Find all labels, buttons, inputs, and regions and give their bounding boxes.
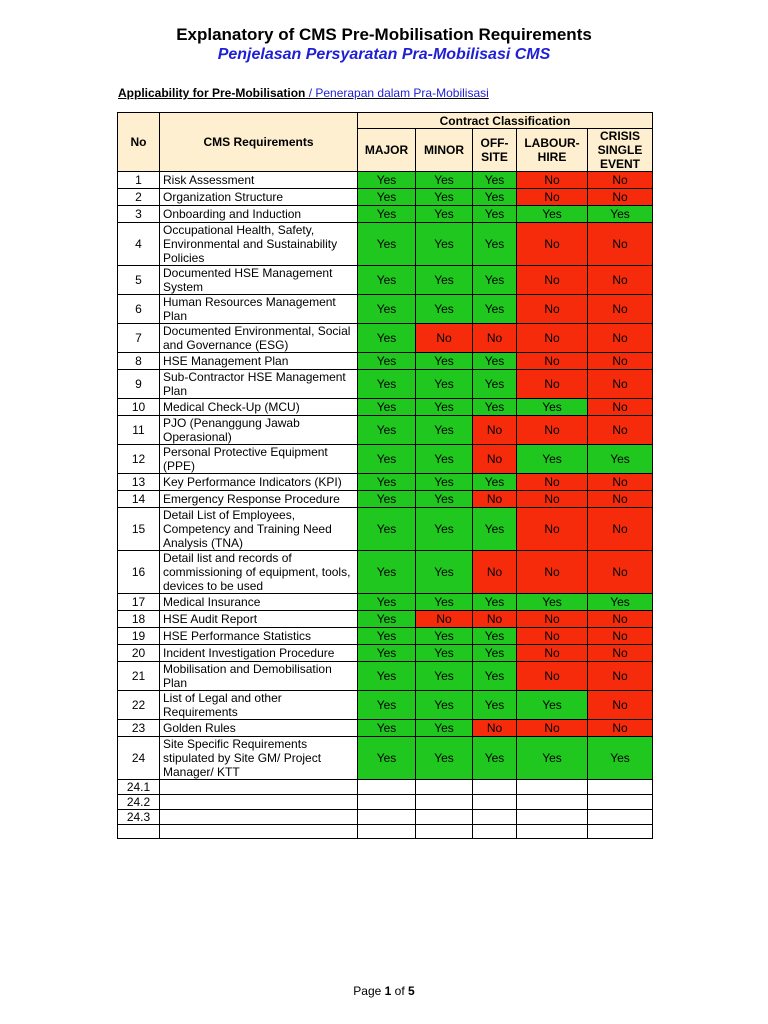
table-row — [118, 810, 653, 825]
row-number: 2 — [118, 189, 160, 206]
row-number: 13 — [118, 474, 160, 491]
applicability-cell — [517, 810, 588, 825]
applicability-cell: Yes — [416, 416, 473, 445]
table-row — [118, 172, 653, 189]
applicability-cell: No — [517, 611, 588, 628]
row-number: 8 — [118, 353, 160, 370]
applicability-cell: Yes — [416, 353, 473, 370]
applicability-cell: Yes — [588, 594, 653, 611]
applicability-cell: Yes — [358, 691, 416, 720]
applicability-cell — [416, 795, 473, 810]
applicability-cell: No — [588, 223, 653, 266]
applicability-cell: Yes — [473, 474, 517, 491]
table-row — [118, 474, 653, 491]
row-requirement: Sub-Contractor HSE Management Plan — [160, 370, 358, 399]
page-current: 1 — [384, 984, 392, 998]
row-number: 10 — [118, 399, 160, 416]
table-row — [118, 324, 653, 353]
applicability-cell: Yes — [473, 645, 517, 662]
table-row — [118, 691, 653, 720]
applicability-cell: Yes — [517, 691, 588, 720]
applicability-cell: No — [588, 189, 653, 206]
table-row — [118, 445, 653, 474]
table-row — [118, 206, 653, 223]
row-requirement: Emergency Response Procedure — [160, 491, 358, 508]
applicability-cell: Yes — [517, 399, 588, 416]
row-number: 17 — [118, 594, 160, 611]
applicability-cell: Yes — [358, 662, 416, 691]
row-requirement — [160, 825, 358, 839]
table-row — [118, 551, 653, 594]
page-middle: of — [391, 984, 409, 998]
table-row — [118, 223, 653, 266]
applicability-cell: Yes — [473, 691, 517, 720]
row-number: 20 — [118, 645, 160, 662]
applicability-cell: No — [473, 324, 517, 353]
page-total: 5 — [408, 984, 415, 998]
applicability-cell: Yes — [358, 206, 416, 223]
applicability-cell: Yes — [416, 737, 473, 780]
row-requirement — [160, 780, 358, 795]
applicability-cell: No — [517, 266, 588, 295]
applicability-cell: Yes — [416, 266, 473, 295]
applicability-cell: Yes — [416, 551, 473, 594]
applicability-cell: No — [588, 645, 653, 662]
row-number: 18 — [118, 611, 160, 628]
row-number: 24.3 — [118, 810, 160, 825]
table-row — [118, 594, 653, 611]
applicability-cell: No — [473, 551, 517, 594]
table-row — [118, 266, 653, 295]
applicability-cell: Yes — [358, 445, 416, 474]
applicability-cell: No — [517, 720, 588, 737]
row-requirement: Site Specific Requirements stipulated by Site GM/ Project Manager/ KTT — [160, 737, 358, 780]
applicability-cell: No — [588, 324, 653, 353]
applicability-cell: Yes — [416, 691, 473, 720]
applicability-cell: Yes — [358, 399, 416, 416]
row-number: 12 — [118, 445, 160, 474]
applicability-cell: Yes — [473, 189, 517, 206]
header-classification: OFF-SITE — [473, 129, 517, 172]
table-row — [118, 370, 653, 399]
applicability-cell — [473, 810, 517, 825]
table-row — [118, 353, 653, 370]
table-row — [118, 491, 653, 508]
header-cms-requirements: CMS Requirements — [160, 113, 358, 172]
applicability-cell: No — [517, 172, 588, 189]
applicability-cell — [358, 825, 416, 839]
applicability-cell: No — [517, 508, 588, 551]
applicability-cell: No — [517, 662, 588, 691]
applicability-cell: No — [588, 416, 653, 445]
applicability-cell: Yes — [416, 628, 473, 645]
row-number: 5 — [118, 266, 160, 295]
applicability-cell: Yes — [588, 737, 653, 780]
section-heading-en: Applicability for Pre-Mobilisation — [118, 86, 306, 100]
row-requirement: Medical Insurance — [160, 594, 358, 611]
applicability-cell: No — [517, 324, 588, 353]
row-number: 3 — [118, 206, 160, 223]
applicability-cell: Yes — [517, 206, 588, 223]
row-requirement: Golden Rules — [160, 720, 358, 737]
applicability-cell: Yes — [358, 223, 416, 266]
applicability-cell: Yes — [473, 295, 517, 324]
applicability-cell — [473, 795, 517, 810]
table-row — [118, 645, 653, 662]
applicability-cell: Yes — [473, 223, 517, 266]
applicability-cell: No — [588, 353, 653, 370]
applicability-cell: No — [416, 324, 473, 353]
applicability-cell: No — [588, 611, 653, 628]
document-subtitle: Penjelasan Persyaratan Pra-Mobilisasi CMS — [217, 46, 551, 63]
requirements-table — [117, 112, 653, 839]
applicability-cell: Yes — [473, 737, 517, 780]
applicability-cell: No — [517, 628, 588, 645]
applicability-cell: No — [588, 399, 653, 416]
row-number: 6 — [118, 295, 160, 324]
applicability-cell: Yes — [358, 551, 416, 594]
header-no: No — [118, 113, 160, 172]
row-number: 7 — [118, 324, 160, 353]
row-number: 22 — [118, 691, 160, 720]
applicability-cell: No — [517, 474, 588, 491]
applicability-cell: No — [588, 474, 653, 491]
applicability-cell: Yes — [358, 645, 416, 662]
row-requirement: Mobilisation and Demobilisation Plan — [160, 662, 358, 691]
row-requirement: Risk Assessment — [160, 172, 358, 189]
applicability-cell — [358, 810, 416, 825]
row-requirement: Organization Structure — [160, 189, 358, 206]
applicability-cell: Yes — [358, 720, 416, 737]
row-requirement: Documented Environmental, Social and Governance (ESG) — [160, 324, 358, 353]
applicability-cell: No — [588, 266, 653, 295]
applicability-cell: Yes — [416, 223, 473, 266]
applicability-cell: Yes — [416, 172, 473, 189]
applicability-cell: No — [588, 720, 653, 737]
applicability-cell: No — [588, 628, 653, 645]
table-row — [118, 780, 653, 795]
page-prefix: Page — [353, 984, 385, 998]
header-classification: MAJOR — [358, 129, 416, 172]
row-number: 9 — [118, 370, 160, 399]
applicability-cell: No — [416, 611, 473, 628]
applicability-cell: Yes — [588, 445, 653, 474]
applicability-cell — [517, 825, 588, 839]
row-number: 1 — [118, 172, 160, 189]
table-row — [118, 611, 653, 628]
applicability-cell: Yes — [416, 445, 473, 474]
row-requirement: HSE Audit Report — [160, 611, 358, 628]
row-requirement: Personal Protective Equipment (PPE) — [160, 445, 358, 474]
row-number: 24.2 — [118, 795, 160, 810]
applicability-cell: Yes — [416, 720, 473, 737]
applicability-cell: Yes — [358, 353, 416, 370]
applicability-cell: No — [588, 370, 653, 399]
applicability-cell — [588, 825, 653, 839]
applicability-cell: Yes — [416, 508, 473, 551]
applicability-cell: Yes — [358, 628, 416, 645]
applicability-cell: Yes — [358, 172, 416, 189]
applicability-cell — [358, 795, 416, 810]
applicability-cell — [358, 780, 416, 795]
row-number — [118, 825, 160, 839]
row-requirement: Human Resources Management Plan — [160, 295, 358, 324]
applicability-cell: Yes — [473, 266, 517, 295]
row-number: 19 — [118, 628, 160, 645]
header-classification: MINOR — [416, 129, 473, 172]
applicability-cell: No — [473, 611, 517, 628]
applicability-cell: Yes — [358, 611, 416, 628]
table-row — [118, 508, 653, 551]
row-requirement: HSE Management Plan — [160, 353, 358, 370]
applicability-cell: Yes — [358, 295, 416, 324]
applicability-cell: Yes — [358, 491, 416, 508]
row-number: 15 — [118, 508, 160, 551]
applicability-cell: No — [473, 491, 517, 508]
applicability-cell: Yes — [358, 370, 416, 399]
table-row — [118, 189, 653, 206]
applicability-cell: Yes — [358, 189, 416, 206]
applicability-cell — [588, 795, 653, 810]
applicability-cell: Yes — [416, 491, 473, 508]
applicability-cell — [416, 810, 473, 825]
applicability-cell — [473, 825, 517, 839]
applicability-cell: No — [588, 491, 653, 508]
applicability-cell: Yes — [358, 266, 416, 295]
applicability-cell: Yes — [473, 628, 517, 645]
applicability-cell: Yes — [517, 594, 588, 611]
row-number: 21 — [118, 662, 160, 691]
applicability-cell: No — [588, 295, 653, 324]
table-row — [118, 295, 653, 324]
applicability-cell: Yes — [358, 594, 416, 611]
table-row — [118, 825, 653, 839]
applicability-cell: No — [588, 662, 653, 691]
applicability-cell: Yes — [473, 508, 517, 551]
row-requirement — [160, 810, 358, 825]
row-requirement: Onboarding and Induction — [160, 206, 358, 223]
applicability-cell: Yes — [517, 445, 588, 474]
row-number: 24 — [118, 737, 160, 780]
applicability-cell: No — [588, 691, 653, 720]
applicability-cell: Yes — [473, 206, 517, 223]
applicability-cell: No — [517, 353, 588, 370]
applicability-cell: No — [588, 508, 653, 551]
table-row — [118, 399, 653, 416]
row-number: 16 — [118, 551, 160, 594]
applicability-cell: No — [588, 172, 653, 189]
applicability-cell: No — [517, 551, 588, 594]
applicability-cell: Yes — [416, 206, 473, 223]
applicability-cell — [473, 780, 517, 795]
table-row — [118, 720, 653, 737]
applicability-cell: Yes — [473, 172, 517, 189]
row-requirement: Occupational Health, Safety, Environmental and Sustainability Policies — [160, 223, 358, 266]
row-requirement: Incident Investigation Procedure — [160, 645, 358, 662]
applicability-cell: No — [473, 445, 517, 474]
row-requirement: Detail List of Employees, Competency and Training Need Analysis (TNA) — [160, 508, 358, 551]
header-contract-classification: Contract Classification — [358, 113, 653, 129]
table-row — [118, 662, 653, 691]
row-number: 23 — [118, 720, 160, 737]
row-requirement: Detail list and records of commissioning of equipment, tools, devices to be used — [160, 551, 358, 594]
row-number: 11 — [118, 416, 160, 445]
applicability-cell: No — [517, 295, 588, 324]
applicability-cell: Yes — [588, 206, 653, 223]
table-row — [118, 628, 653, 645]
document-title: Explanatory of CMS Pre-Mobilisation Requirements — [176, 25, 592, 44]
applicability-cell — [416, 825, 473, 839]
row-requirement: List of Legal and other Requirements — [160, 691, 358, 720]
row-requirement: Medical Check-Up (MCU) — [160, 399, 358, 416]
applicability-cell: Yes — [473, 399, 517, 416]
applicability-cell: No — [473, 416, 517, 445]
applicability-cell: Yes — [473, 662, 517, 691]
applicability-cell — [517, 780, 588, 795]
applicability-cell: Yes — [473, 370, 517, 399]
applicability-cell: Yes — [358, 474, 416, 491]
table-row — [118, 737, 653, 780]
row-requirement: Documented HSE Management System — [160, 266, 358, 295]
applicability-cell — [588, 810, 653, 825]
applicability-cell: Yes — [416, 370, 473, 399]
applicability-cell: Yes — [416, 189, 473, 206]
applicability-cell: Yes — [358, 737, 416, 780]
row-number: 24.1 — [118, 780, 160, 795]
page-number — [0, 984, 768, 998]
applicability-cell: No — [517, 645, 588, 662]
row-requirement: Key Performance Indicators (KPI) — [160, 474, 358, 491]
applicability-cell: Yes — [358, 508, 416, 551]
applicability-cell: No — [517, 416, 588, 445]
applicability-cell: Yes — [416, 662, 473, 691]
applicability-cell: Yes — [416, 645, 473, 662]
applicability-cell: Yes — [416, 295, 473, 324]
section-heading — [118, 86, 489, 100]
table-row — [118, 416, 653, 445]
applicability-cell: No — [517, 370, 588, 399]
applicability-cell: Yes — [473, 353, 517, 370]
applicability-cell — [416, 780, 473, 795]
applicability-cell: No — [517, 189, 588, 206]
applicability-cell: No — [517, 223, 588, 266]
row-number: 14 — [118, 491, 160, 508]
applicability-cell: Yes — [358, 324, 416, 353]
row-requirement: PJO (Penanggung Jawab Operasional) — [160, 416, 358, 445]
applicability-cell: No — [517, 491, 588, 508]
applicability-cell: No — [473, 720, 517, 737]
applicability-cell: No — [588, 551, 653, 594]
row-requirement: HSE Performance Statistics — [160, 628, 358, 645]
applicability-cell: Yes — [517, 737, 588, 780]
table-row — [118, 795, 653, 810]
header-classification: LABOUR-HIRE — [517, 129, 588, 172]
header-classification: CRISIS SINGLE EVENT — [588, 129, 653, 172]
applicability-cell: Yes — [358, 416, 416, 445]
section-heading-id: / Penerapan dalam Pra-Mobilisasi — [305, 86, 489, 100]
row-requirement — [160, 795, 358, 810]
applicability-cell: Yes — [473, 594, 517, 611]
applicability-cell — [588, 780, 653, 795]
row-number: 4 — [118, 223, 160, 266]
applicability-cell: Yes — [416, 399, 473, 416]
applicability-cell — [517, 795, 588, 810]
applicability-cell: Yes — [416, 474, 473, 491]
applicability-cell: Yes — [416, 594, 473, 611]
